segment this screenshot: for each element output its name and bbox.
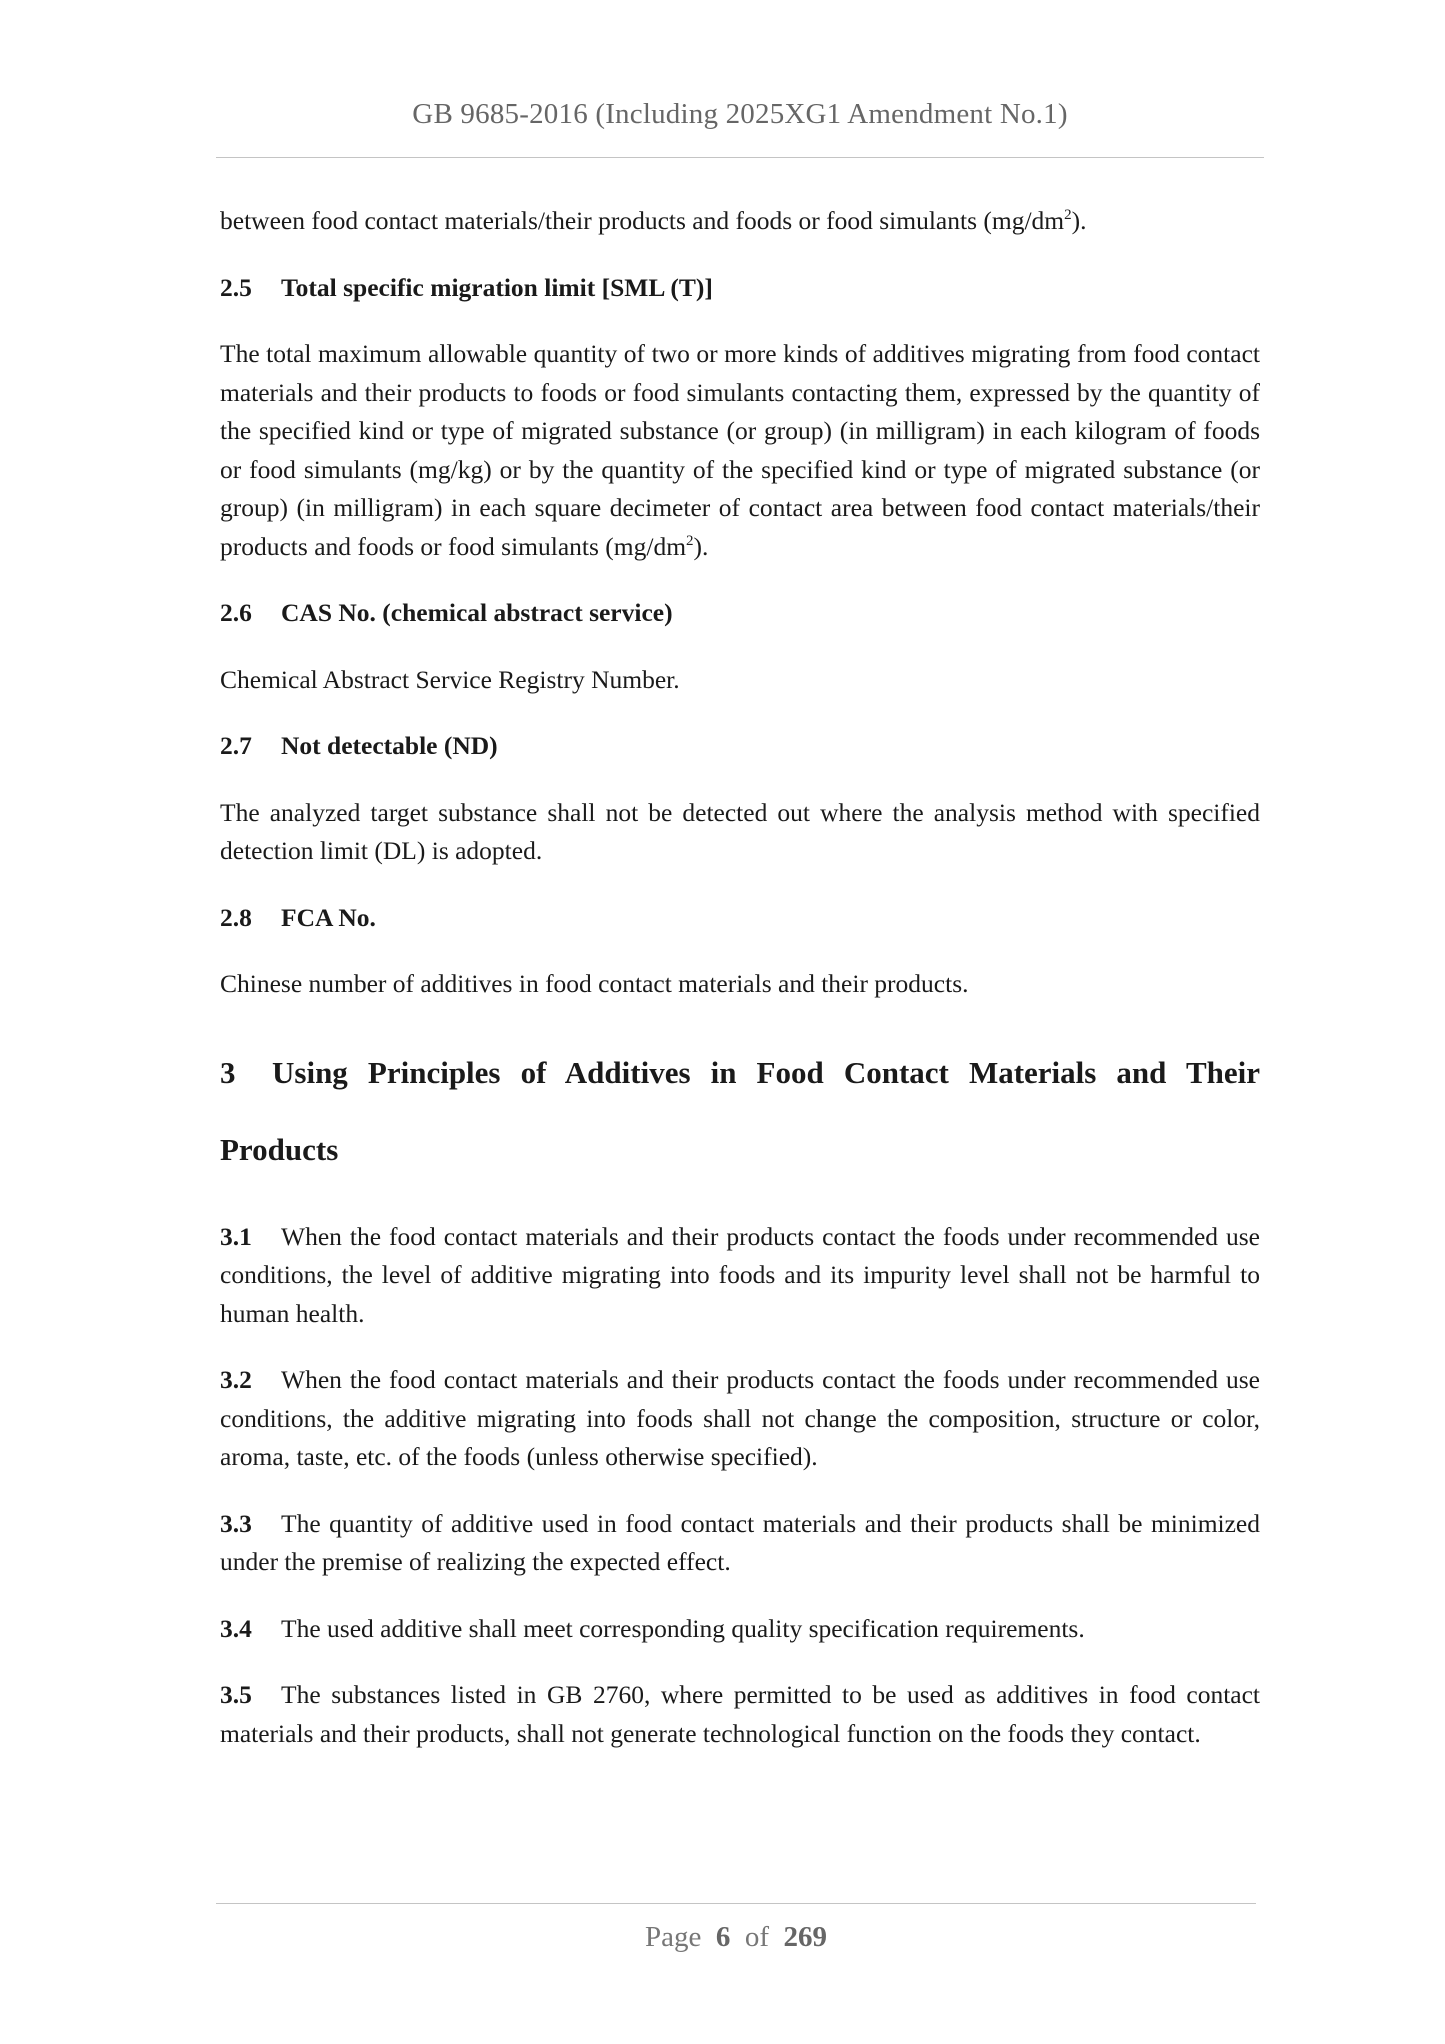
section-heading-3 <box>220 1034 1260 1188</box>
continued-paragraph-text: between food contact materials/their products and foods or food simulants (mg/dm <box>220 206 1065 235</box>
subsection-body-2-8: Chinese number of additives in food contact materials and their products. <box>220 969 969 998</box>
subsection-title: FCA No. <box>281 902 376 932</box>
subsection-title: CAS No. (chemical abstract service) <box>281 598 673 627</box>
header-divider <box>216 157 1264 158</box>
page-word: Page <box>644 1921 702 1953</box>
clause-3-1 <box>220 1218 1260 1334</box>
subsection-title: Not detectable (ND) <box>281 731 498 760</box>
subsection-number: 2.6 <box>220 598 252 627</box>
clause-text: The used additive shall meet corresponding quality specification requirements. <box>281 1613 1085 1643</box>
clause-text: The substances listed in GB 2760, where permitted to be used as additives in food contact materials and their products, shall not generate technological function on the foods they contact. <box>220 1680 1260 1748</box>
clause-number: 3.1 <box>220 1221 252 1251</box>
subsection-body-2-5 <box>220 335 1260 566</box>
clause-text: The quantity of additive used in food contact materials and their products shall be minimized under the premise of realizing the expected effect. <box>220 1508 1260 1576</box>
current-page-number: 6 <box>715 1921 731 1953</box>
subsection-number: 2.7 <box>220 731 252 760</box>
subsection-number: 2.8 <box>220 902 252 932</box>
subsection-heading-2-8 <box>220 899 1260 938</box>
subsection-heading-2-5 <box>220 269 1260 308</box>
footer-divider <box>216 1903 1256 1904</box>
page-body <box>220 202 1260 1753</box>
clause-number: 3.5 <box>220 1680 252 1709</box>
subsection-number: 2.5 <box>220 272 252 302</box>
clause-number: 3.2 <box>220 1365 252 1394</box>
clause-number: 3.3 <box>220 1508 252 1538</box>
subsection-heading-2-6 <box>220 594 1260 633</box>
total-pages-number: 269 <box>783 1921 828 1953</box>
continued-paragraph-end: ). <box>1071 206 1087 235</box>
section-title: Using Principles of Additives in Food Contact Materials and Their Products <box>220 1054 1260 1167</box>
clause-3-2 <box>220 1361 1260 1477</box>
superscript: 2 <box>1064 207 1072 223</box>
of-word: of <box>744 1921 770 1953</box>
subsection-body-end: ). <box>693 531 709 561</box>
clause-number: 3.4 <box>220 1613 252 1643</box>
superscript: 2 <box>686 532 694 549</box>
clause-list <box>220 1188 1260 1754</box>
clause-text: When the food contact materials and their products contact the foods under recommended use conditions, the additive migrating into foods shall not change the composition, structure or color, aroma, taste, etc. of the foods (unless otherwise specified). <box>220 1365 1260 1471</box>
section-number: 3 <box>220 1054 236 1090</box>
page-footer <box>216 1921 1256 1954</box>
subsection-body-text: The total maximum allowable quantity of two or more kinds of additives migrating from food contact materials and their products to foods or food simulants contacting them, expressed by the quantity of the specified kind or type of migrated substance (or group) (in milligram) in each kilogram of foods or food simulants (mg/kg) or by the quantity of the specified kind or type of migrated substance (or group) (in milligram) in each square decimeter of contact area between food contact materials/their products and foods or food simulants (mg/dm <box>220 339 1260 561</box>
subsection-title: Total specific migration limit [SML (T)] <box>281 272 713 302</box>
clause-text: When the food contact materials and their products contact the foods under recommended use conditions, the level of additive migrating into foods and its impurity level shall not be harmful to human health. <box>220 1221 1260 1328</box>
clause-3-3 <box>220 1505 1260 1582</box>
continued-paragraph <box>220 202 1260 241</box>
running-header: GB 9685-2016 (Including 2025XG1 Amendment No.1) <box>412 98 1068 130</box>
clause-3-5 <box>220 1676 1260 1753</box>
subsection-body-2-7: The analyzed target substance shall not be detected out where the analysis method with specified detection limit (DL) is adopted. <box>220 797 1260 865</box>
clause-3-4 <box>220 1610 1260 1649</box>
subsection-body-2-6: Chemical Abstract Service Registry Number. <box>220 664 680 694</box>
subsection-heading-2-7 <box>220 727 1260 766</box>
